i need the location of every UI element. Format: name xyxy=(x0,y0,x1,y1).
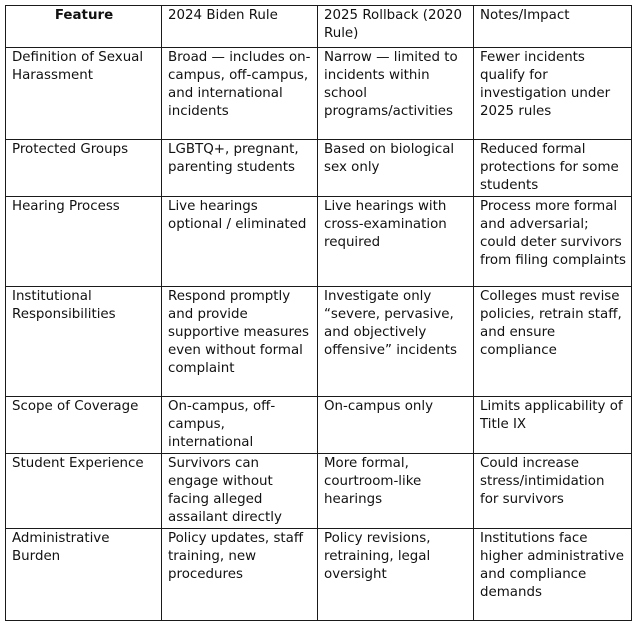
rollback-2025-cell: On-campus only xyxy=(318,397,474,454)
biden-2024-cell: LGBTQ+, pregnant, parenting students xyxy=(162,140,318,197)
feature-cell: Student Experience xyxy=(6,454,162,529)
notes-cell: Colleges must revise policies, retrain staff, and ensure compliance xyxy=(474,287,632,397)
header-row xyxy=(6,6,632,48)
rollback-2025-cell: Investigate only “severe, pervasive, and objectively offensive” incidents xyxy=(318,287,474,397)
rollback-2025-cell: Live hearings with cross-examination required xyxy=(318,197,474,287)
table-row xyxy=(6,454,632,529)
notes-cell: Reduced formal protections for some students xyxy=(474,140,632,197)
biden-2024-cell: On-campus, off-campus, international xyxy=(162,397,318,454)
biden-2024-cell: Respond promptly and provide supportive measures even without formal complaint xyxy=(162,287,318,397)
feature-cell: Scope of Coverage xyxy=(6,397,162,454)
biden-2024-cell: Policy updates, staff training, new procedures xyxy=(162,529,318,621)
table-row xyxy=(6,48,632,140)
notes-cell: Institutions face higher administrative and compliance demands xyxy=(474,529,632,621)
comparison-table-container xyxy=(5,5,632,621)
header-notes-impact: Notes/Impact xyxy=(474,6,632,48)
header-rollback-2025: 2025 Rollback (2020 Rule) xyxy=(318,6,474,48)
notes-cell: Fewer incidents qualify for investigation under 2025 rules xyxy=(474,48,632,140)
comparison-table xyxy=(5,5,632,621)
table-row xyxy=(6,529,632,621)
feature-cell: Definition of Sexual Harassment xyxy=(6,48,162,140)
header-feature: Feature xyxy=(6,6,162,48)
notes-cell: Could increase stress/intimidation for survivors xyxy=(474,454,632,529)
rollback-2025-cell: Narrow — limited to incidents within school programs/activities xyxy=(318,48,474,140)
feature-cell: Institutional Responsibilities xyxy=(6,287,162,397)
feature-cell: Administrative Burden xyxy=(6,529,162,621)
biden-2024-cell: Live hearings optional / eliminated xyxy=(162,197,318,287)
rollback-2025-cell: Policy revisions, retraining, legal oversight xyxy=(318,529,474,621)
table-row xyxy=(6,197,632,287)
feature-cell: Hearing Process xyxy=(6,197,162,287)
table-row xyxy=(6,287,632,397)
rollback-2025-cell: Based on biological sex only xyxy=(318,140,474,197)
table-row xyxy=(6,397,632,454)
biden-2024-cell: Survivors can engage without facing alleged assailant directly xyxy=(162,454,318,529)
biden-2024-cell: Broad — includes on-campus, off-campus, and international incidents xyxy=(162,48,318,140)
notes-cell: Process more formal and adversarial; could deter survivors from filing complaints xyxy=(474,197,632,287)
table-row xyxy=(6,140,632,197)
header-biden-2024: 2024 Biden Rule xyxy=(162,6,318,48)
notes-cell: Limits applicability of Title IX xyxy=(474,397,632,454)
feature-cell: Protected Groups xyxy=(6,140,162,197)
rollback-2025-cell: More formal, courtroom-like hearings xyxy=(318,454,474,529)
